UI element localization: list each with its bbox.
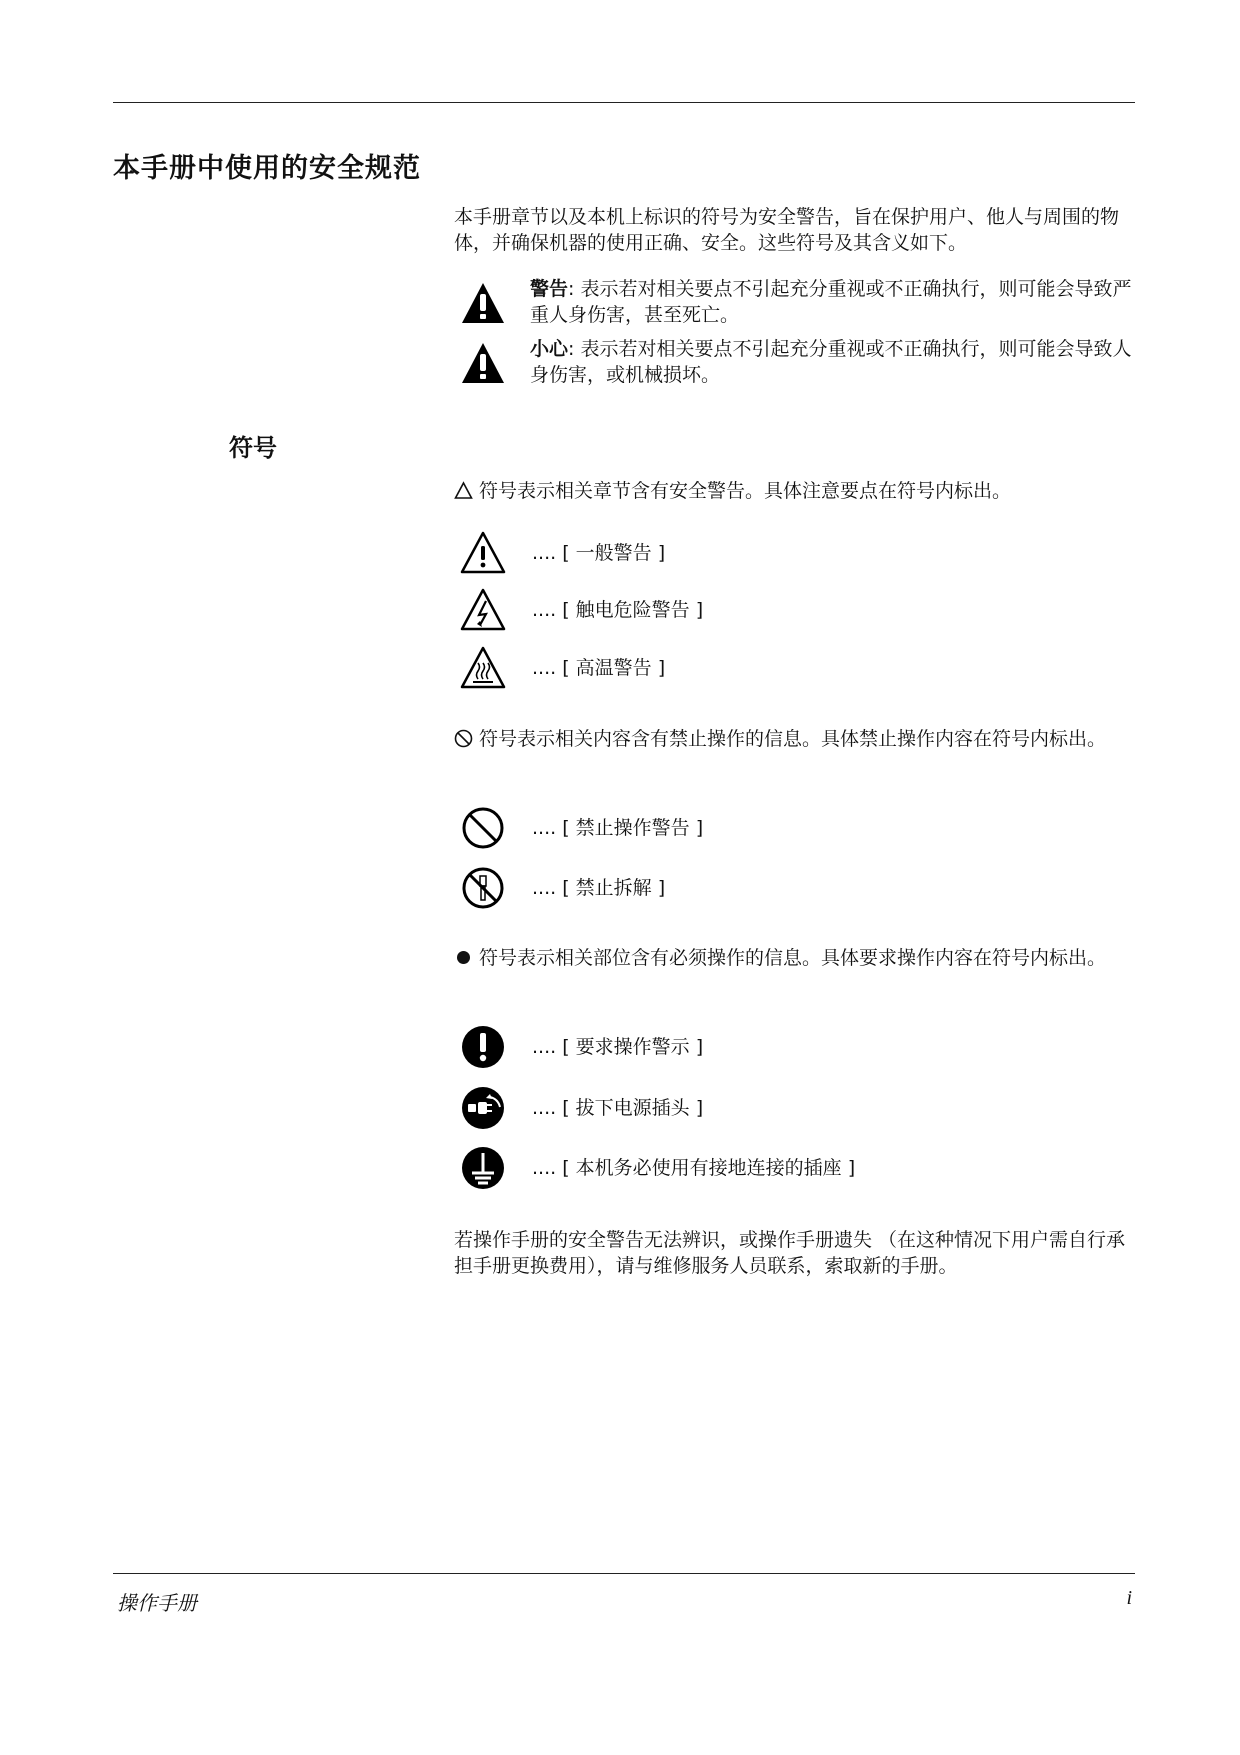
prohibited-icon bbox=[460, 805, 506, 851]
no-disassembly-icon bbox=[460, 865, 506, 911]
caution-callout bbox=[460, 336, 1136, 392]
closing-paragraph: 若操作手册的安全警告无法辨识，或操作手册遗失 （在这种情况下用户需自行承担手册更换费用），请与维修服务人员联系，索取新的手册。 bbox=[454, 1229, 1126, 1277]
required-action-icon bbox=[460, 1024, 506, 1070]
warning-triangle-icon bbox=[460, 280, 506, 326]
triangle-intro-text: 符号表示相关章节含有安全警告。具体注意要点在符号内标出。 bbox=[479, 480, 1012, 502]
unplug-power-icon bbox=[460, 1085, 506, 1131]
warning-text bbox=[530, 276, 1136, 328]
ground-connection-icon bbox=[460, 1145, 506, 1191]
symbol-no-disassembly bbox=[460, 865, 1060, 913]
prohibit-intro-text: 符号表示相关内容含有禁止操作的信息。具体禁止操作内容在符号内标出。 bbox=[479, 728, 1107, 750]
page-number: i bbox=[1126, 1587, 1132, 1609]
caution-triangle-icon bbox=[460, 340, 506, 386]
warning-label: 警告 bbox=[530, 278, 569, 300]
warning-description: : 表示若对相关要点不引起充分重视或不正确执行，则可能会导致严重人身伤害，甚至死亡。 bbox=[530, 278, 1132, 326]
required-action-text: .... [ 要求操作警示 ] bbox=[532, 1036, 704, 1058]
general-warning-icon bbox=[460, 530, 506, 576]
small-triangle-icon bbox=[454, 481, 473, 500]
symbol-ground-connection bbox=[460, 1145, 1060, 1193]
symbol-high-temperature bbox=[460, 645, 1060, 693]
page-title: 本手册中使用的安全规范 bbox=[113, 153, 421, 184]
warning-callout bbox=[460, 276, 1136, 332]
no-disassembly-text: .... [ 禁止拆解 ] bbox=[532, 877, 666, 899]
symbol-electric-shock bbox=[460, 587, 1060, 635]
symbol-required-action bbox=[460, 1024, 1060, 1072]
required-intro bbox=[454, 945, 1136, 971]
electric-shock-text: .... [ 触电危险警告 ] bbox=[532, 599, 704, 621]
ground-connection-text: .... [ 本机务必使用有接地连接的插座 ] bbox=[532, 1157, 856, 1179]
high-temperature-text: .... [ 高温警告 ] bbox=[532, 657, 666, 679]
small-prohibit-icon bbox=[454, 729, 473, 748]
unplug-power-text: .... [ 拔下电源插头 ] bbox=[532, 1097, 704, 1119]
required-intro-text: 符号表示相关部位含有必须操作的信息。具体要求操作内容在符号内标出。 bbox=[479, 947, 1107, 969]
symbol-prohibited bbox=[460, 805, 1060, 853]
section-title: 符号 bbox=[229, 434, 277, 462]
triangle-intro bbox=[454, 478, 1136, 504]
symbol-general-warning bbox=[460, 530, 1060, 578]
electric-shock-warning-icon bbox=[460, 587, 506, 633]
caution-text bbox=[530, 336, 1136, 388]
intro-paragraph: 本手册章节以及本机上标识的符号为安全警告，旨在保护用户、他人与周围的物体，并确保机器的使用正确、安全。这些符号及其含义如下。 bbox=[454, 206, 1120, 254]
prohibit-intro bbox=[454, 726, 1136, 752]
small-filled-circle-icon bbox=[454, 948, 473, 967]
symbol-unplug-power bbox=[460, 1085, 1060, 1133]
footer-manual-title: 操作手册 bbox=[117, 1591, 197, 1615]
header-rule bbox=[113, 102, 1135, 103]
high-temperature-warning-icon bbox=[460, 645, 506, 691]
caution-label: 小心 bbox=[530, 338, 569, 360]
general-warning-text: .... [ 一般警告 ] bbox=[532, 542, 666, 564]
footer-rule bbox=[113, 1573, 1135, 1574]
caution-description: : 表示若对相关要点不引起充分重视或不正确执行，则可能会导致人身伤害，或机械损坏。 bbox=[530, 338, 1132, 386]
prohibited-text: .... [ 禁止操作警告 ] bbox=[532, 817, 704, 839]
